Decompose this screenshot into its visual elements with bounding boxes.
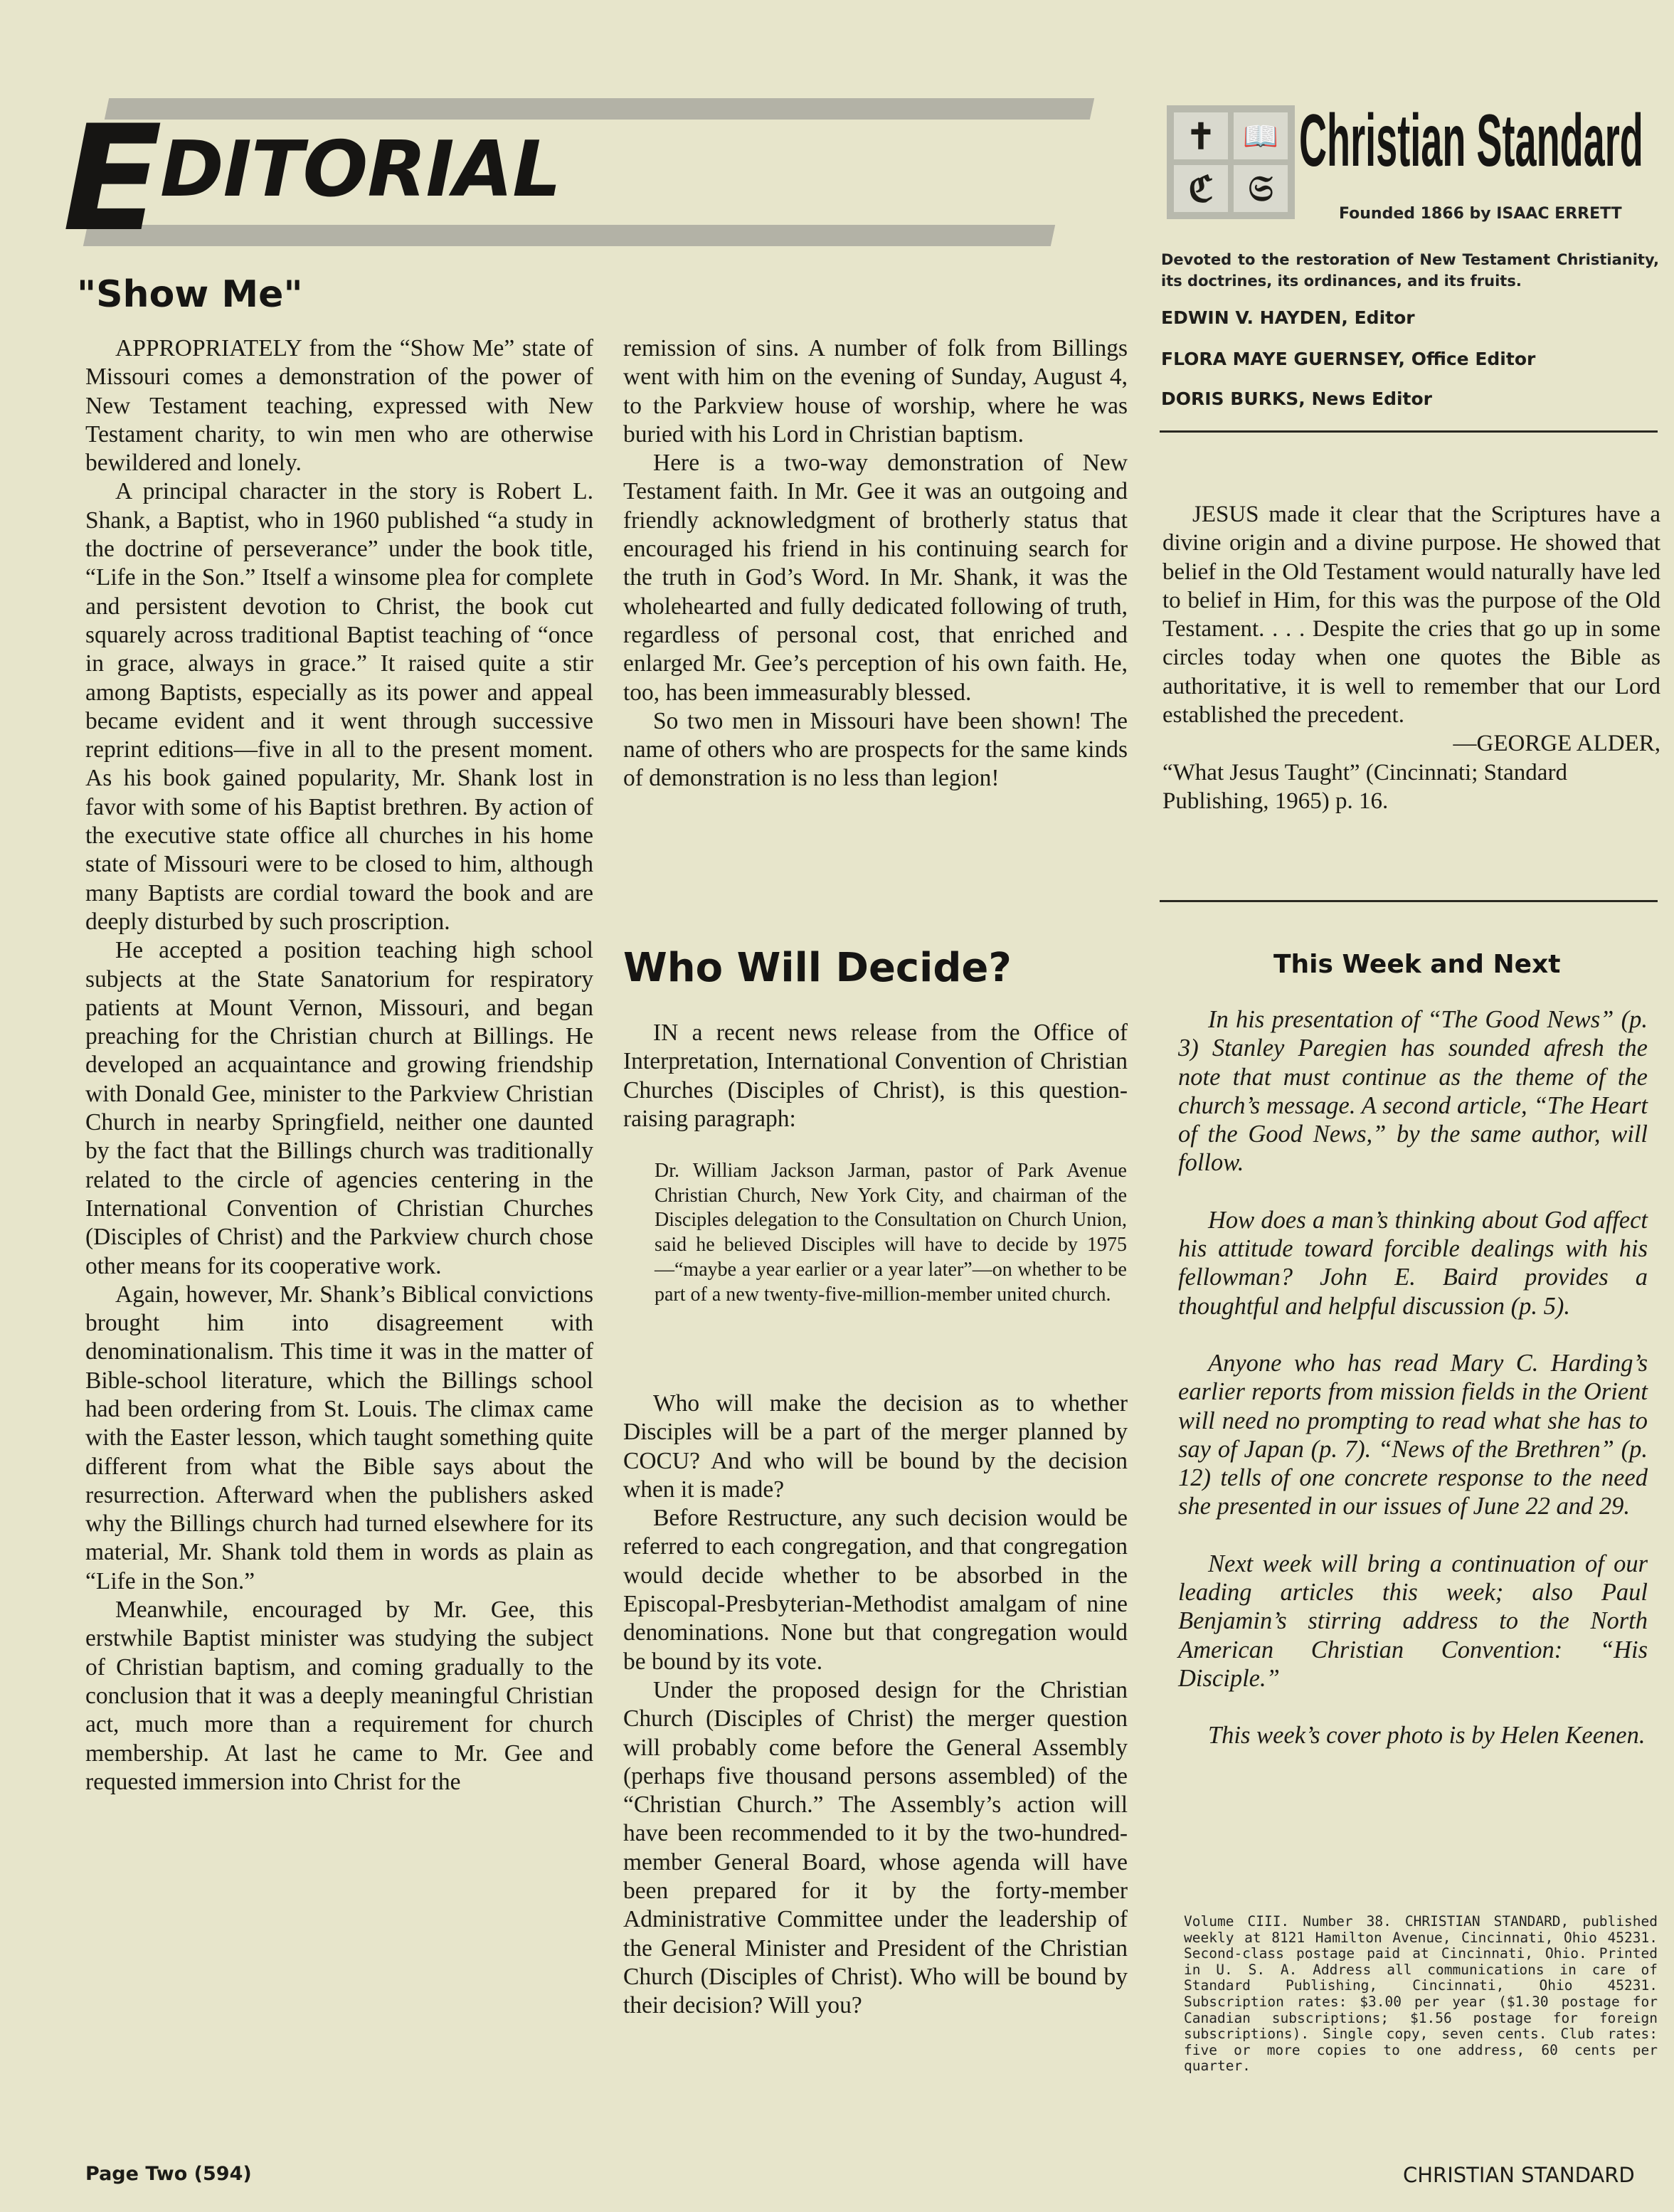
letter-c-icon: ℭ	[1174, 165, 1228, 212]
paragraph: A principal character in the story is Robert L. Shank, a Baptist, who in 1960 published “a study in the doctrine of perseverance” under the book title, “Life in the Son.” Itself a winsome plea for complete and persistent devotion to Christ, the book cut squarely across traditional Baptist teaching of “once in grace, always in grace.” It raised quite a stir among Baptists, especially as its power and appeal became evident and it went through successive reprint editions—five in all to the present moment. As his book gained popularity, Mr. Shank lost in favor with some of his Baptist brethren. By action of the executive state office all churches in his home state of Missouri were to be closed to him, although many Baptists are cordial toward the book and are deeply disturbed by such proscription.	[85, 478, 593, 935]
masthead-rule	[1160, 430, 1658, 433]
paragraph: Meanwhile, encouraged by Mr. Gee, this erstwhile Baptist minister was studying the subject of Christian baptism, and coming gradually to the conclusion that it was a deeply meaningful Christian act, much more than a requirement for church membership. At last he came to Mr. Gee and requested immersion into Christ for the	[85, 1597, 593, 1795]
masthead-title: Christian Standard	[1299, 100, 1643, 182]
sidebar-quote-text: JESUS made it clear that the Scriptures have a divine origin and a divine purpose. He showed that belief in the Old Testament would naturally have led to belief in Him, for this was the purpose of the Old Testament. . . . Despite the cries that go up in some circles today when one quotes the Bible as authoritative, it is well to remember that our Lord established the precedent.	[1162, 502, 1660, 729]
masthead-motto: Devoted to the restoration of New Testament Christianity, its doctrines, its ordinances, and its fruits.	[1161, 251, 1659, 290]
this-week-title: This Week and Next	[1273, 950, 1561, 979]
section-title: DITORIAL	[160, 125, 561, 214]
sidebar-rule	[1160, 900, 1658, 902]
this-week-item: In his presentation of “The Good News” (p. 3) Stanley Paregien has sounded afresh the note that must continue as the theme of the church’s message. A second article, “The Heart of the Good News,” by the same author, will follow.	[1178, 1006, 1648, 1177]
paragraph: He accepted a position teaching high school subjects at the State Sanatorium for respiratory patients at Mount Vernon, Missouri, and began preaching for the Christian church at Billings. He developed an acquaintance and growing friendship with Donald Gee, minister to the Parkview Christian Church in nearby Springfield, neither one daunted by the fact that the Billings church was traditionally related to the circle of agencies centering in the International Convention of Christian Churches (Disciples of Christ) and the Parkview church chose other means for its cooperative work.	[85, 937, 593, 1279]
staff-office-editor: FLORA MAYE GUERNSEY, Office Editor	[1161, 349, 1536, 369]
letter-s-icon: 𝔖	[1234, 165, 1288, 212]
this-week-item: How does a man’s thinking about God affect his attitude toward forcible dealings with his fellowman? John E. Baird provides a thoughtful and helpful discussion (p. 5).	[1178, 1206, 1648, 1320]
footer-publication-name: CHRISTIAN STANDARD	[1403, 2163, 1635, 2187]
article-who-will-decide-intro	[623, 1019, 1128, 1133]
book-icon: 📖	[1234, 112, 1288, 159]
article-title-who-will-decide: Who Will Decide?	[623, 945, 1012, 991]
paragraph: APPROPRIATELY from the “Show Me” state of Missouri comes a demonstration of the power of New Testament teaching, expressed with New Testament charity, to win men who are otherwise bewildered and lonely.	[85, 335, 593, 477]
paragraph: IN a recent news release from the Office of Interpretation, International Convention of Christian Churches (Disciples of Christ), is this question-raising paragraph:	[623, 1020, 1128, 1132]
publication-imprint: Volume CIII. Number 38. CHRISTIAN STANDARD, published weekly at 8121 Hamilton Avenue, Cincinnati, Ohio 45231. Second-class postage paid at Cincinnati, Ohio. Printed in U. S. A. Address all communications in care of Standard Publishing, Cincinnati, Ohio 45231. Subscription rates: $3.00 per year ($1.30 postage for Canadian subscriptions; $1.56 postage for foreign subscriptions). Single copy, seven cents. Club rates: five or more copies to one address, 60 cents per quarter.	[1184, 1913, 1658, 2075]
cross-icon: ✝	[1174, 112, 1228, 159]
article-show-me-column-2	[623, 334, 1128, 793]
header-stripe-bottom	[83, 225, 1055, 246]
article-title-show-me: "Show Me"	[77, 273, 303, 316]
paragraph: Under the proposed design for the Christian Church (Disciples of Christ) the merger question will probably come before the General Assembly (perhaps five thousand persons assembled) of the “Christian Church.” The Assembly’s action will have been recommended to it by the two-hundred-member General Board, whose agenda will have been prepared for it by the forty-member Administrative Committee under the leadership of the General Minister and President of the Christian Church (Disciples of Christ). Who will be bound by their decision? Will you?	[623, 1676, 1128, 2019]
footer-page-number: Page Two (594)	[85, 2163, 252, 2185]
staff-news-editor: DORIS BURKS, News Editor	[1161, 388, 1433, 409]
paragraph: Before Restructure, any such decision would be referred to each congregation, and that congregation would decide whether to be absorbed in the Episcopal-Presbyterian-Methodist amalgam of nine denominations. None but that congregation would be bound by its vote.	[623, 1505, 1128, 1675]
this-week-item: Anyone who has read Mary C. Harding’s earlier reports from mission fields in the Orient will need no prompting to read what she has to say of Japan (p. 7). “News of the Brethren” (p. 12) tells of one concrete response to the need she presented in our issues of June 22 and 29.	[1178, 1349, 1648, 1520]
paragraph: remission of sins. A number of folk from Billings went with him on the evening of Sunday, August 4, to the Parkview house of worship, where he was buried with his Lord in Christian baptism.	[623, 335, 1128, 448]
article-block-quote: Dr. William Jackson Jarman, pastor of Park Avenue Christian Church, New York City, and chairman of the Disciples delegation to the Consultation on Church Union, said he believed Disciples will have to decide by 1975—“maybe a year earlier or a year later”—on whether to be part of a new twenty-five-million-member united church.	[655, 1160, 1127, 1306]
paragraph: Who will make the decision as to whether Disciples will be a part of the merger planned by COCU? And who will be bound by the decision when it is made?	[623, 1390, 1128, 1503]
paragraph: So two men in Missouri have been shown! The name of others who are prospects for the same kinds of demonstration is no less than legion!	[623, 707, 1128, 792]
paragraph: Again, however, Mr. Shank’s Biblical convictions brought him into disagreement with denominationalism. This time it was in the matter of Bible-school literature, which the Billings school had been ordering from St. Louis. The climax came with the Easter lesson, which taught something quite different from what the Bible says about the resurrection. Afterward when the publishers asked why the Billings church had turned elsewhere for its material, Mr. Shank told them in words as plain as “Life in the Son.”	[85, 1281, 593, 1594]
sidebar-quote-attribution: —GEORGE ALDER,	[1453, 731, 1660, 757]
masthead-logo	[1167, 105, 1295, 219]
sidebar-quote	[1162, 500, 1660, 815]
staff-editor: EDWIN V. HAYDEN, Editor	[1161, 307, 1415, 328]
article-who-will-decide-body	[623, 1390, 1128, 2021]
header-stripe-top	[105, 98, 1094, 120]
sidebar-quote-source: “What Jesus Taught” (Cincinnati; Standard Publishing, 1965) p. 16.	[1162, 759, 1567, 814]
article-show-me-column-1	[85, 334, 593, 1796]
section-initial: E	[63, 95, 163, 264]
this-week-list	[1178, 1005, 1648, 1779]
this-week-item: Next week will bring a continuation of our leading articles this week; also Paul Benjamin’s stirring address to the North American Christian Convention: “His Disciple.”	[1178, 1550, 1648, 1692]
masthead-founded: Founded 1866 by ISAAC ERRETT	[1339, 205, 1622, 223]
paragraph: Here is a two-way demonstration of New Testament faith. In Mr. Gee it was an outgoing and friendly acknowledgment of brotherly status that encouraged his friend in his continuing search for the truth in God’s Word. In Mr. Shank, it was the wholehearted and fully dedicated following of truth, regardless of personal cost, that enriched and enlarged Mr. Gee’s perception of his own faith. He, too, has been immeasurably blessed.	[623, 450, 1128, 706]
this-week-item: This week’s cover photo is by Helen Keenen.	[1208, 1722, 1646, 1750]
